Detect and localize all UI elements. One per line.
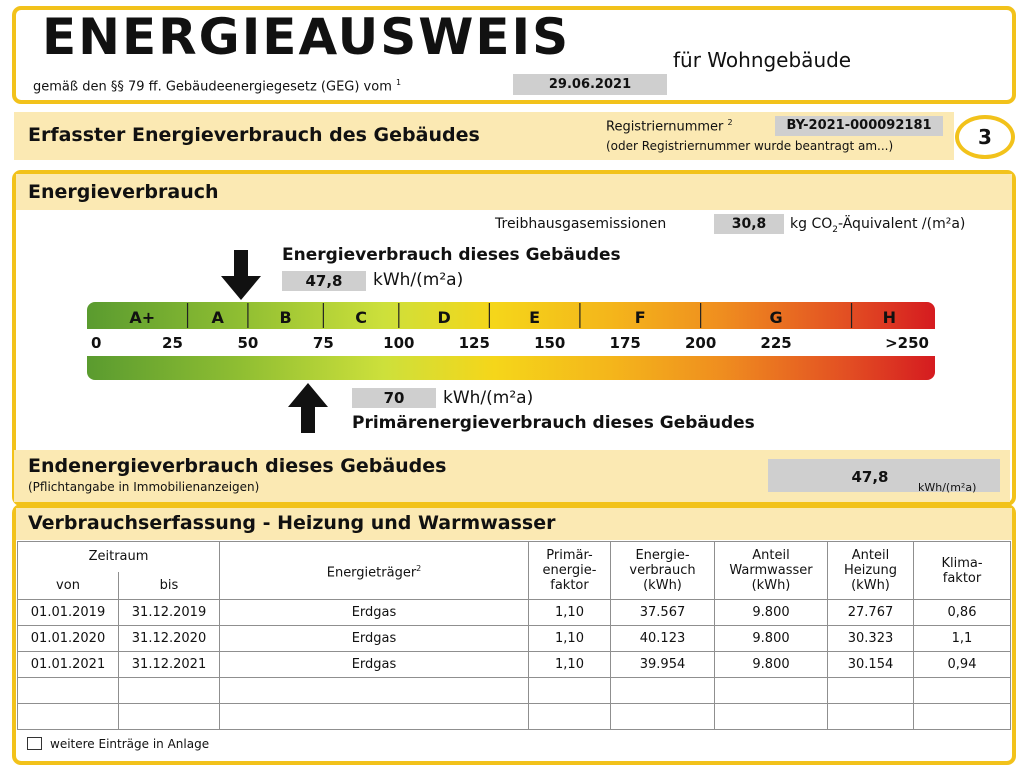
cell-energy-carrier: Erdgas (220, 600, 529, 626)
header-period: Zeitraum (18, 542, 220, 572)
registration-number-field: BY-2021-000092181 (775, 116, 943, 136)
consumption-table (17, 541, 1011, 730)
ghg-unit-suffix: -Äquivalent /(m²a) (837, 216, 966, 232)
cell-primary-factor (529, 678, 611, 704)
primary-energy-value-field: 70 (352, 388, 436, 408)
header-line: Klima- (941, 555, 983, 571)
header-line: Anteil (752, 548, 790, 563)
header-line: (kWh) (643, 578, 682, 593)
energy-class-label: A+ (129, 308, 156, 327)
cell-to: 31.12.2021 (119, 652, 220, 678)
header-line: (kWh) (851, 578, 890, 593)
scale-tick-label: 200 (684, 334, 717, 352)
scale-tick-label: 100 (383, 334, 415, 352)
page-number-badge: 3 (955, 115, 1015, 159)
consumption-section-title: Verbrauchserfassung - Heizung und Warmwasser (28, 512, 556, 534)
more-entries-checkbox[interactable] (27, 737, 42, 750)
scale-tick-label: 0 (91, 334, 102, 352)
header-carrier-text: Energieträger (326, 565, 417, 581)
ghg-label: Treibhausgasemissionen (495, 216, 667, 232)
cell-hot-water-share (715, 704, 828, 730)
consumption-value-field: 47,8 (282, 271, 366, 291)
header-line: Heizung (844, 563, 897, 578)
energy-class-label: F (634, 308, 646, 327)
header-heating-share (828, 542, 914, 600)
law-reference (33, 78, 401, 94)
header-energy-use (611, 542, 715, 600)
scale-tick-label: 225 (760, 334, 792, 352)
registration-label-text: Registriernummer (606, 119, 724, 135)
scale-tick-label: 75 (312, 334, 334, 352)
header-line: Warmwasser (729, 563, 813, 578)
cell-energy-carrier: Erdgas (220, 626, 529, 652)
header-primary-factor (529, 542, 611, 600)
header-line: faktor (942, 570, 982, 586)
ghg-value-field: 30,8 (714, 214, 784, 234)
header-from: von (18, 572, 119, 600)
ghg-unit (790, 216, 965, 235)
cell-to (119, 704, 220, 730)
cell-heating-share: 27.767 (828, 600, 914, 626)
consumption-label: Energieverbrauch dieses Gebäudes (282, 245, 621, 265)
cell-climate-factor: 0,94 (914, 652, 1011, 678)
cell-hot-water-share: 9.800 (715, 626, 828, 652)
table-row (18, 652, 1011, 678)
header-climate-factor (914, 542, 1011, 600)
header-line: faktor (550, 578, 589, 593)
energy-section-title: Energieverbrauch (28, 181, 219, 203)
scale-tick-label: 25 (162, 334, 183, 352)
law-text: gemäß den §§ 79 ff. Gebäudeenergiegesetz (GEG) vom (33, 79, 392, 95)
cell-hot-water-share (715, 678, 828, 704)
law-footnote: 1 (396, 78, 402, 87)
cell-primary-factor: 1,10 (529, 652, 611, 678)
primary-energy-unit: kWh/(m²a) (443, 388, 534, 408)
registration-footnote: 2 (727, 118, 733, 127)
scale-tick-label: 50 (237, 334, 259, 352)
header-line: Energie- (635, 548, 690, 563)
cell-energy-use: 39.954 (611, 652, 715, 678)
document-subtitle: für Wohngebäude (673, 48, 852, 72)
cell-primary-factor: 1,10 (529, 626, 611, 652)
cell-heating-share: 30.154 (828, 652, 914, 678)
header-line: Primär- (546, 548, 593, 563)
cell-energy-carrier: Erdgas (220, 652, 529, 678)
header-line: energie- (542, 563, 597, 578)
scale-tick-label: 125 (458, 334, 490, 352)
cell-primary-factor (529, 704, 611, 730)
cell-energy-use (611, 678, 715, 704)
cell-to: 31.12.2020 (119, 626, 220, 652)
cell-from (18, 678, 119, 704)
header-hot-water-share (715, 542, 828, 600)
cell-primary-factor: 1,10 (529, 600, 611, 626)
cell-energy-carrier (220, 678, 529, 704)
energy-class-label: H (882, 308, 896, 327)
table-row (18, 678, 1011, 704)
cell-from (18, 704, 119, 730)
energy-class-label: B (279, 308, 292, 327)
cell-climate-factor (914, 704, 1011, 730)
cell-climate-factor: 1,1 (914, 626, 1011, 652)
table-row (18, 704, 1011, 730)
registration-section-title: Erfasster Energieverbrauch des Gebäudes (28, 124, 480, 146)
cell-to (119, 678, 220, 704)
end-energy-title: Endenergieverbrauch dieses Gebäudes (28, 455, 447, 477)
cell-energy-use: 37.567 (611, 600, 715, 626)
cell-climate-factor: 0,86 (914, 600, 1011, 626)
header-line: Anteil (851, 548, 890, 563)
cell-energy-use (611, 704, 715, 730)
ghg-unit-prefix: kg CO (790, 216, 833, 232)
header-line: (kWh) (751, 578, 791, 593)
energy-efficiency-scale (87, 302, 935, 380)
table-row (18, 600, 1011, 626)
cell-heating-share (828, 678, 914, 704)
energy-class-label: E (529, 308, 541, 327)
ghg-unit-subscript: 2 (832, 224, 838, 235)
issue-date-field: 29.06.2021 (513, 74, 667, 95)
scale-tick-label: >250 (885, 334, 929, 352)
header-carrier-footnote: 2 (416, 563, 422, 573)
cell-from: 01.01.2020 (18, 626, 119, 652)
header-energy-carrier (220, 542, 529, 600)
table-row (18, 626, 1011, 652)
cell-climate-factor (914, 678, 1011, 704)
cell-energy-use: 40.123 (611, 626, 715, 652)
cell-hot-water-share: 9.800 (715, 600, 828, 626)
registration-note: (oder Registriernummer wurde beantragt am...) (606, 139, 894, 153)
end-energy-note: (Pflichtangabe in Immobilienanzeigen) (28, 480, 260, 494)
cell-from: 01.01.2019 (18, 600, 119, 626)
header-to: bis (119, 572, 220, 600)
cell-from: 01.01.2021 (18, 652, 119, 678)
scale-tick-label: 150 (534, 334, 566, 352)
scale-tick-label: 175 (609, 334, 641, 352)
end-energy-unit: kWh/(m²a) (918, 481, 977, 494)
energy-class-label: D (437, 308, 451, 327)
energy-class-label: A (211, 308, 224, 327)
more-entries-label: weitere Einträge in Anlage (50, 737, 210, 751)
end-energy-value: 47,8 (851, 468, 889, 486)
consumption-unit: kWh/(m²a) (373, 270, 464, 290)
cell-hot-water-share: 9.800 (715, 652, 828, 678)
energy-class-label: G (769, 308, 783, 327)
header-line: verbrauch (629, 563, 696, 578)
cell-heating-share: 30.323 (828, 626, 914, 652)
scale-tick-strip (87, 329, 935, 356)
energy-class-label: C (355, 308, 367, 327)
cell-heating-share (828, 704, 914, 730)
arrow-up-icon (286, 383, 330, 435)
registration-number-label (606, 118, 733, 134)
document-title: ENERGIEAUSWEIS (42, 8, 571, 66)
arrow-down-icon (219, 250, 263, 302)
primary-energy-label: Primärenergieverbrauch dieses Gebäudes (352, 413, 755, 433)
cell-to: 31.12.2019 (119, 600, 220, 626)
cell-energy-carrier (220, 704, 529, 730)
